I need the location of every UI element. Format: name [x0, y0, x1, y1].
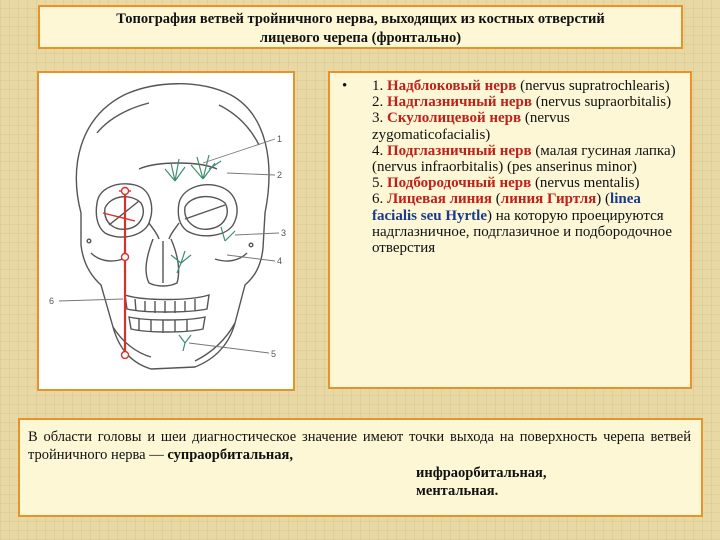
item-latin-name: linea facialis seu Hyrtle: [372, 191, 641, 224]
skull-drawing: [39, 73, 295, 391]
title-line-1: Топография ветвей тройничного нерва, выходящих из костных отверстий: [116, 11, 605, 27]
item-name: Скулолицевой нерв: [387, 110, 522, 127]
nerve-item-4: [372, 143, 684, 175]
point-infraorbital: инфраорбитальная,: [416, 465, 547, 481]
item-name: Подглазничный нерв: [387, 142, 532, 159]
point-supraorbital: супраорбитальная,: [167, 447, 293, 463]
label-2: 2: [277, 170, 283, 180]
item-latin: (nervus supratrochlearis): [520, 78, 670, 94]
item-name: Надглазничный нерв: [387, 94, 532, 111]
slide-title: [38, 5, 683, 49]
label-6: 6: [49, 296, 55, 306]
label-4: 4: [277, 256, 283, 266]
title-line-2: лицевого черепа (фронтально): [259, 30, 462, 46]
label-3: 3: [281, 228, 287, 238]
item-name: Лицевая линия: [387, 191, 493, 208]
skull-diagram: [37, 71, 295, 391]
item-latin: (nervus mentalis): [534, 175, 640, 192]
item-latin-open: (: [605, 191, 611, 208]
label-5: 5: [271, 349, 277, 359]
item-number: 3.: [372, 110, 384, 127]
summary-text: В области головы и шеи диагностическое значение имеют точки выхода на поверхность черепа ветвей тройничного нерва —: [28, 429, 691, 463]
item-number: 5.: [372, 175, 384, 192]
lower-teeth: [129, 317, 205, 332]
leader-lines: [59, 139, 279, 353]
summary-box: [18, 418, 703, 517]
cranium-outline: [76, 84, 269, 369]
nerve-item-5: [372, 175, 684, 191]
left-orbit: [178, 185, 237, 236]
facial-line: [103, 188, 135, 359]
nerve-item-2: [372, 94, 684, 110]
item-number: 2.: [372, 94, 384, 111]
nerve-item-1: [372, 78, 684, 94]
label-1: 1: [277, 134, 283, 144]
point-mental: ментальная.: [416, 483, 499, 499]
item-paren-close: ): [596, 191, 602, 208]
bullet-icon: •: [342, 78, 348, 94]
item-number: 4.: [372, 142, 384, 159]
item-latin: (nervus supraorbitalis): [535, 94, 672, 111]
nerve-list: [328, 71, 692, 389]
item-alt-name: линия Гиртля: [500, 191, 597, 208]
item-name: Подбородочный нерв: [387, 175, 532, 192]
item-rest: ) на которую проецируются надглазничное, подглазичное и подбородочное отверстия: [372, 207, 672, 257]
item-name: Надблоковый нерв: [387, 78, 517, 94]
item-number: 1.: [372, 78, 384, 94]
item-paren-open: (: [495, 191, 501, 208]
item-number: 6.: [372, 191, 384, 208]
nerve-item-6: [372, 191, 684, 256]
upper-teeth: [125, 295, 209, 312]
nerve-item-3: [372, 110, 684, 142]
item-latin: (nervus zygomaticofacialis): [372, 110, 570, 143]
item-latin: (малая гусиная лапка) (nervus infraorbitalis) (pes anserinus minor): [372, 142, 676, 176]
